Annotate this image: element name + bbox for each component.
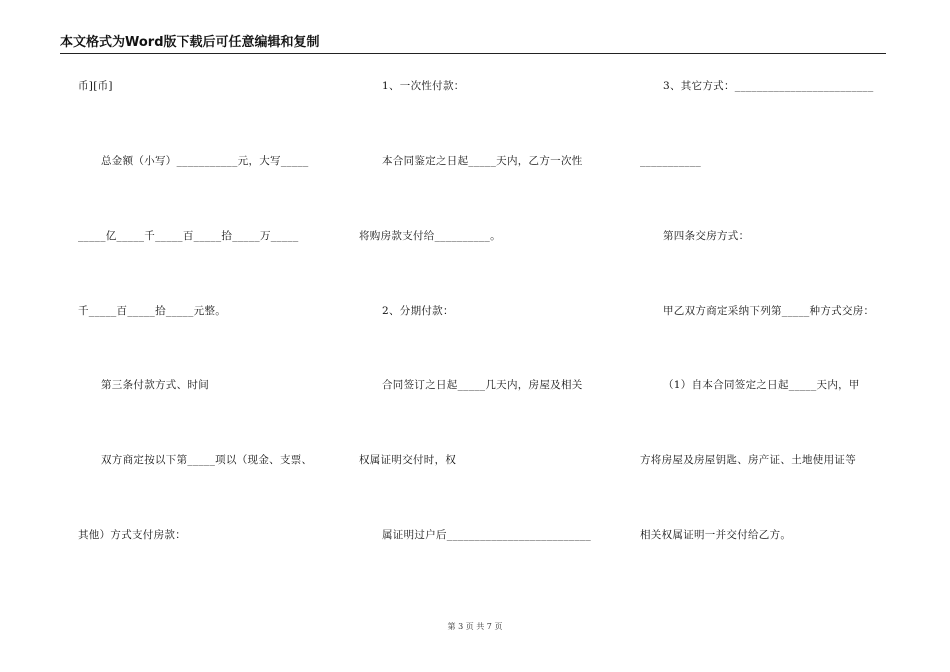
text-line: 其他）方式支付房款：	[78, 529, 186, 541]
text-line: 双方商定按以下第_____项以（现金、支票、	[101, 454, 313, 466]
text-line: 甲乙双方商定采纳下列第_____种方式交房：	[663, 305, 875, 317]
text-line: 方将房屋及房屋钥匙、房产证、土地使用证等	[640, 454, 856, 466]
page-footer	[0, 622, 950, 632]
text-line: 属证明过户后__________________________	[382, 529, 592, 541]
document-header	[60, 33, 886, 54]
text-line: 3、其它方式：_________________________	[663, 80, 874, 92]
text-line: 千_____百_____拾_____元整。	[78, 305, 227, 317]
text-line: 2、分期付款：	[382, 305, 454, 317]
text-line: 1、一次性付款：	[382, 80, 465, 92]
text-line: 第三条付款方式、时间	[101, 379, 209, 391]
text-line: 将购房款支付给__________。	[359, 230, 501, 242]
header-title: 本文格式为Word版下载后可任意编辑和复制	[60, 35, 320, 50]
text-line: _____亿_____千_____百_____拾_____万_____	[78, 230, 299, 242]
text-line: 相关权属证明一并交付给乙方。	[640, 529, 792, 541]
text-line: 权属证明交付时，权	[359, 454, 457, 466]
text-line: （1）自本合同签定之日起_____天内，甲	[663, 379, 860, 391]
text-line: ___________	[640, 155, 702, 167]
text-line: 本合同鉴定之日起_____天内，乙方一次性	[382, 155, 583, 167]
page-number: 第 3 页 共 7 页	[447, 622, 503, 631]
text-line: 总金额（小写）___________元，大写_____	[101, 155, 309, 167]
text-line: 合同签订之日起_____几天内，房屋及相关	[382, 379, 583, 391]
text-line: 第四条交房方式：	[663, 230, 750, 242]
text-line: 币][币]	[78, 80, 113, 92]
